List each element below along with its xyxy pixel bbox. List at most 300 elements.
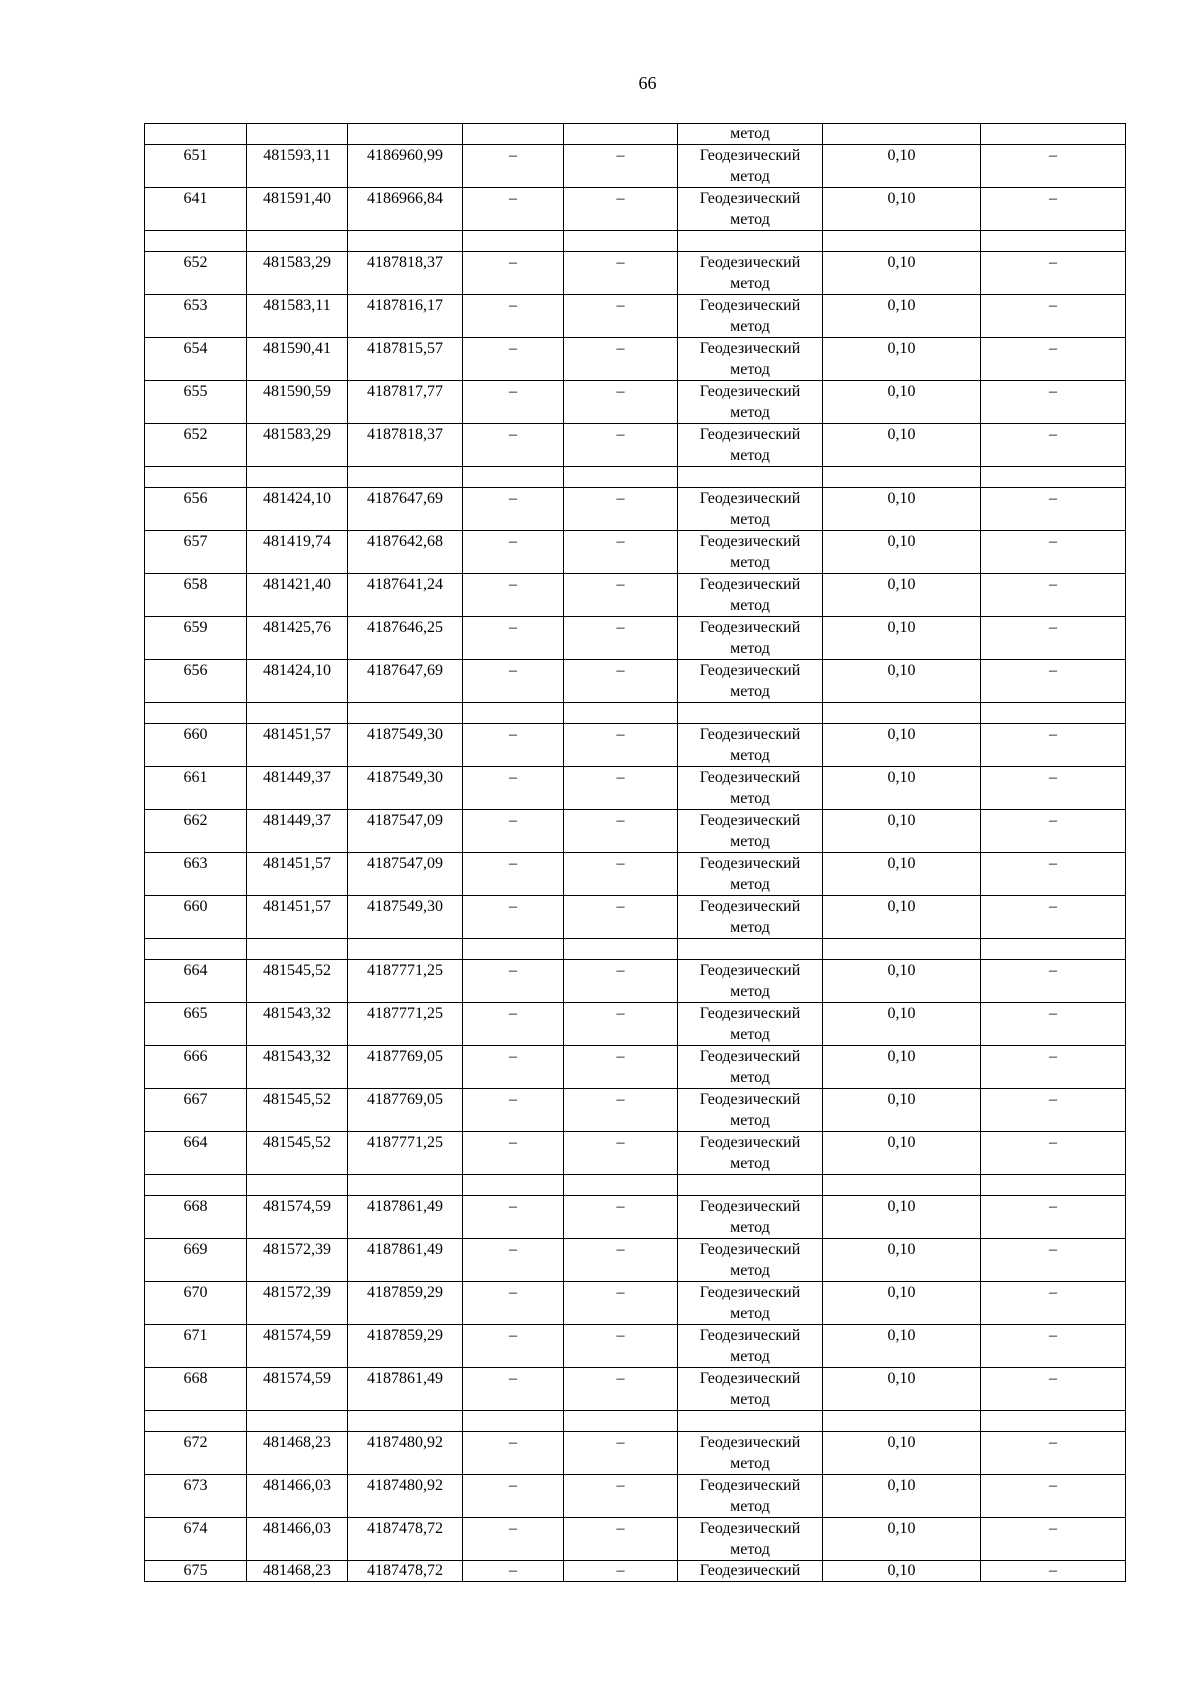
method-line-2: метод xyxy=(730,275,770,292)
cell-col8: – xyxy=(981,381,1126,424)
cell-point: 659 xyxy=(145,617,247,660)
method-line-2: метод xyxy=(730,1219,770,1236)
cell-accuracy: 0,10 xyxy=(823,424,981,467)
cell-col4: – xyxy=(463,252,564,295)
table-row xyxy=(145,1518,1126,1561)
cell-col5: – xyxy=(564,1196,678,1239)
cell-method xyxy=(678,145,823,188)
table-row xyxy=(145,1325,1126,1368)
cell-accuracy: 0,10 xyxy=(823,1561,981,1582)
cell-empty xyxy=(348,231,463,252)
cell-accuracy: 0,10 xyxy=(823,853,981,896)
cell-col4: – xyxy=(463,617,564,660)
cell-col8: – xyxy=(981,1432,1126,1475)
table-row-separator xyxy=(145,467,1126,488)
table-row xyxy=(145,660,1126,703)
cell-empty xyxy=(564,703,678,724)
cell-accuracy: 0,10 xyxy=(823,338,981,381)
cell-point: 641 xyxy=(145,188,247,231)
cell-method xyxy=(678,188,823,231)
method-line-1: Геодезический xyxy=(699,254,801,271)
cell-x: 481545,52 xyxy=(247,1132,348,1175)
cell-col5: – xyxy=(564,1282,678,1325)
cell-empty xyxy=(564,939,678,960)
cell-x: 481545,52 xyxy=(247,960,348,1003)
cell-col4: – xyxy=(463,574,564,617)
cell-accuracy: 0,10 xyxy=(823,1325,981,1368)
method-line-2: метод xyxy=(730,747,770,764)
method-line-2: метод xyxy=(730,1112,770,1129)
cell-empty xyxy=(463,467,564,488)
cell-y: 4187771,25 xyxy=(348,1132,463,1175)
table-row xyxy=(145,724,1126,767)
cell-point: 657 xyxy=(145,531,247,574)
method-line-1: Геодезический xyxy=(699,1241,801,1258)
method-line-2: метод xyxy=(730,683,770,700)
cell-col5 xyxy=(564,124,678,145)
table-row xyxy=(145,1368,1126,1411)
cell-method xyxy=(678,810,823,853)
cell-col8: – xyxy=(981,960,1126,1003)
cell-empty xyxy=(981,231,1126,252)
cell-accuracy: 0,10 xyxy=(823,1518,981,1561)
cell-col4 xyxy=(463,124,564,145)
cell-method xyxy=(678,338,823,381)
cell-accuracy: 0,10 xyxy=(823,896,981,939)
table-row xyxy=(145,424,1126,467)
cell-x: 481543,32 xyxy=(247,1046,348,1089)
cell-empty xyxy=(145,1411,247,1432)
cell-empty xyxy=(247,467,348,488)
cell-method xyxy=(678,1132,823,1175)
cell-point: 652 xyxy=(145,424,247,467)
table-row xyxy=(145,252,1126,295)
cell-col8 xyxy=(981,124,1126,145)
cell-point: 667 xyxy=(145,1089,247,1132)
cell-col4: – xyxy=(463,724,564,767)
cell-col5: – xyxy=(564,424,678,467)
method-line-1: Геодезический xyxy=(699,1434,801,1451)
cell-col5: – xyxy=(564,295,678,338)
cell-accuracy: 0,10 xyxy=(823,252,981,295)
cell-x: 481574,59 xyxy=(247,1368,348,1411)
cell-x: 481421,40 xyxy=(247,574,348,617)
cell-empty xyxy=(463,703,564,724)
table-row xyxy=(145,896,1126,939)
cell-x: 481593,11 xyxy=(247,145,348,188)
method-line-1: Геодезический xyxy=(699,576,801,593)
cell-col4: – xyxy=(463,1475,564,1518)
table-row-separator xyxy=(145,939,1126,960)
cell-y: 4187769,05 xyxy=(348,1046,463,1089)
cell-point: 671 xyxy=(145,1325,247,1368)
cell-point: 660 xyxy=(145,896,247,939)
cell-col5: – xyxy=(564,767,678,810)
method-line-1: Геодезический xyxy=(699,962,801,979)
cell-empty xyxy=(564,1175,678,1196)
method-line-2: метод xyxy=(730,361,770,378)
cell-method xyxy=(678,1196,823,1239)
cell-empty xyxy=(145,231,247,252)
cell-empty xyxy=(678,231,823,252)
cell-x: 481574,59 xyxy=(247,1196,348,1239)
cell-col5: – xyxy=(564,617,678,660)
method-line-2: метод xyxy=(730,447,770,464)
method-line-2: метод xyxy=(730,1026,770,1043)
cell-accuracy: 0,10 xyxy=(823,188,981,231)
method-line-2: метод xyxy=(730,1391,770,1408)
table-body xyxy=(145,124,1126,1582)
table-row xyxy=(145,1132,1126,1175)
cell-accuracy: 0,10 xyxy=(823,1368,981,1411)
table-row xyxy=(145,1089,1126,1132)
cell-accuracy: 0,10 xyxy=(823,488,981,531)
cell-x: 481466,03 xyxy=(247,1518,348,1561)
table-row xyxy=(145,145,1126,188)
cell-col8: – xyxy=(981,767,1126,810)
table-row xyxy=(145,1196,1126,1239)
table-row-continuation xyxy=(145,124,1126,145)
cell-empty xyxy=(247,1175,348,1196)
cell-empty xyxy=(145,703,247,724)
table-row-separator xyxy=(145,1175,1126,1196)
cell-y: 4187480,92 xyxy=(348,1432,463,1475)
cell-y: 4187549,30 xyxy=(348,767,463,810)
table-row xyxy=(145,531,1126,574)
method-line-1: Геодезический xyxy=(699,190,801,207)
method-line-2: метод xyxy=(730,640,770,657)
cell-col4: – xyxy=(463,960,564,1003)
cell-method xyxy=(678,767,823,810)
cell-point: 663 xyxy=(145,853,247,896)
cell-col5: – xyxy=(564,1475,678,1518)
cell-x: 481466,03 xyxy=(247,1475,348,1518)
cell-method xyxy=(678,724,823,767)
cell-point: 665 xyxy=(145,1003,247,1046)
cell-point: 674 xyxy=(145,1518,247,1561)
cell-point: 664 xyxy=(145,960,247,1003)
cell-col8: – xyxy=(981,810,1126,853)
cell-method xyxy=(678,1239,823,1282)
cell-method xyxy=(678,381,823,424)
cell-x: 481574,59 xyxy=(247,1325,348,1368)
cell-method xyxy=(678,531,823,574)
cell-col4: – xyxy=(463,295,564,338)
cell-x: 481543,32 xyxy=(247,1003,348,1046)
method-line-2: метод xyxy=(730,1498,770,1515)
cell-empty xyxy=(247,703,348,724)
table-row xyxy=(145,574,1126,617)
method-line-1: Геодезический xyxy=(699,1005,801,1022)
cell-col5: – xyxy=(564,1561,678,1582)
method-line-1: Геодезический xyxy=(699,619,801,636)
table-row xyxy=(145,1046,1126,1089)
cell-empty xyxy=(823,1411,981,1432)
cell-empty xyxy=(678,1175,823,1196)
cell-y: 4187769,05 xyxy=(348,1089,463,1132)
cell-empty xyxy=(981,1411,1126,1432)
cell-col5: – xyxy=(564,660,678,703)
cell-y: 4187647,69 xyxy=(348,488,463,531)
cell-method xyxy=(678,295,823,338)
table-row xyxy=(145,960,1126,1003)
cell-empty xyxy=(981,1175,1126,1196)
cell-col5: – xyxy=(564,574,678,617)
cell-col8: – xyxy=(981,1003,1126,1046)
cell-y xyxy=(348,124,463,145)
method-line-2: метод xyxy=(730,1069,770,1086)
cell-col8: – xyxy=(981,295,1126,338)
cell-empty xyxy=(463,1411,564,1432)
cell-method xyxy=(678,1089,823,1132)
cell-y: 4187861,49 xyxy=(348,1196,463,1239)
cell-x: 481583,11 xyxy=(247,295,348,338)
method-line-1: Геодезический xyxy=(699,1370,801,1387)
cell-col4: – xyxy=(463,1132,564,1175)
cell-accuracy: 0,10 xyxy=(823,1196,981,1239)
cell-x: 481545,52 xyxy=(247,1089,348,1132)
method-line-2: метод xyxy=(730,833,770,850)
cell-x: 481591,40 xyxy=(247,188,348,231)
cell-accuracy: 0,10 xyxy=(823,381,981,424)
cell-empty xyxy=(981,703,1126,724)
method-line-2: метод xyxy=(730,1305,770,1322)
method-line-1: Геодезический xyxy=(699,383,801,400)
cell-method xyxy=(678,1475,823,1518)
method-line-2: метод xyxy=(730,404,770,421)
cell-point: 656 xyxy=(145,660,247,703)
cell-col5: – xyxy=(564,531,678,574)
cell-empty xyxy=(348,1411,463,1432)
method-line-2: метод xyxy=(730,1455,770,1472)
cell-method: метод xyxy=(678,124,823,145)
method-line-1: Геодезический xyxy=(699,898,801,915)
table-row xyxy=(145,1239,1126,1282)
cell-empty xyxy=(981,467,1126,488)
cell-col8: – xyxy=(981,1282,1126,1325)
table-row xyxy=(145,617,1126,660)
cell-accuracy: 0,10 xyxy=(823,295,981,338)
cell-col8: – xyxy=(981,896,1126,939)
cell-empty xyxy=(247,1411,348,1432)
cell-empty xyxy=(678,1411,823,1432)
cell-point: 670 xyxy=(145,1282,247,1325)
cell-empty xyxy=(823,231,981,252)
cell-empty xyxy=(145,1175,247,1196)
cell-y: 4187480,92 xyxy=(348,1475,463,1518)
cell-col8: – xyxy=(981,1089,1126,1132)
cell-col8: – xyxy=(981,1368,1126,1411)
method-line-2: метод xyxy=(730,1262,770,1279)
cell-empty xyxy=(678,939,823,960)
cell-col4: – xyxy=(463,338,564,381)
method-line-1: Геодезический xyxy=(699,1477,801,1494)
method-line-2: метод xyxy=(730,1541,770,1558)
cell-col4: – xyxy=(463,1089,564,1132)
cell-x: 481468,23 xyxy=(247,1432,348,1475)
cell-col4: – xyxy=(463,188,564,231)
cell-y: 4186966,84 xyxy=(348,188,463,231)
cell-col4: – xyxy=(463,1518,564,1561)
cell-col8: – xyxy=(981,1518,1126,1561)
cell-empty xyxy=(823,703,981,724)
cell-empty xyxy=(564,467,678,488)
method-line-1: Геодезический xyxy=(699,1091,801,1108)
cell-accuracy: 0,10 xyxy=(823,531,981,574)
table-row xyxy=(145,767,1126,810)
cell-method xyxy=(678,1003,823,1046)
cell-col8: – xyxy=(981,424,1126,467)
cell-x: 481449,37 xyxy=(247,810,348,853)
cell-method xyxy=(678,617,823,660)
cell-x: 481583,29 xyxy=(247,252,348,295)
method-line-1: Геодезический xyxy=(699,662,801,679)
cell-y: 4187818,37 xyxy=(348,424,463,467)
cell-x: 481583,29 xyxy=(247,424,348,467)
cell-y: 4187859,29 xyxy=(348,1282,463,1325)
cell-col8: – xyxy=(981,1475,1126,1518)
cell-point: 655 xyxy=(145,381,247,424)
cell-accuracy: 0,10 xyxy=(823,767,981,810)
table-row-separator xyxy=(145,1411,1126,1432)
method-line-2: метод xyxy=(730,597,770,614)
cell-empty xyxy=(348,467,463,488)
cell-col4: – xyxy=(463,1196,564,1239)
cell-col8: – xyxy=(981,1046,1126,1089)
table-row xyxy=(145,381,1126,424)
cell-point: 651 xyxy=(145,145,247,188)
cell-method xyxy=(678,960,823,1003)
cell-method xyxy=(678,488,823,531)
method-line-1: Геодезический xyxy=(699,1562,801,1579)
cell-x: 481419,74 xyxy=(247,531,348,574)
cell-col8: – xyxy=(981,617,1126,660)
method-line-1: Геодезический xyxy=(699,297,801,314)
cell-method xyxy=(678,1325,823,1368)
cell-point: 662 xyxy=(145,810,247,853)
cell-empty xyxy=(823,1175,981,1196)
cell-col5: – xyxy=(564,960,678,1003)
method-line-1: Геодезический xyxy=(699,769,801,786)
cell-point: 668 xyxy=(145,1368,247,1411)
cell-point: 661 xyxy=(145,767,247,810)
cell-accuracy: 0,10 xyxy=(823,1132,981,1175)
cell-accuracy: 0,10 xyxy=(823,145,981,188)
cell-point: 669 xyxy=(145,1239,247,1282)
cell-col4: – xyxy=(463,1368,564,1411)
cell-method xyxy=(678,574,823,617)
cell-accuracy: 0,10 xyxy=(823,1089,981,1132)
cell-method xyxy=(678,660,823,703)
cell-empty xyxy=(823,939,981,960)
method-line-1: Геодезический xyxy=(699,726,801,743)
cell-col4: – xyxy=(463,424,564,467)
table-row xyxy=(145,295,1126,338)
cell-col4: – xyxy=(463,1325,564,1368)
cell-point: 658 xyxy=(145,574,247,617)
cell-empty xyxy=(463,939,564,960)
table-row xyxy=(145,488,1126,531)
cell-col8: – xyxy=(981,531,1126,574)
cell-x: 481449,37 xyxy=(247,767,348,810)
cell-method xyxy=(678,1046,823,1089)
cell-y: 4187817,77 xyxy=(348,381,463,424)
cell-col8: – xyxy=(981,338,1126,381)
cell-method xyxy=(678,853,823,896)
cell-col4: – xyxy=(463,1561,564,1582)
method-line-1: Геодезический xyxy=(699,490,801,507)
cell-y: 4187549,30 xyxy=(348,896,463,939)
method-line-2: метод xyxy=(730,318,770,335)
cell-col8: – xyxy=(981,488,1126,531)
cell-col8: – xyxy=(981,1325,1126,1368)
table-row-separator xyxy=(145,231,1126,252)
cell-method xyxy=(678,1518,823,1561)
cell-empty xyxy=(348,939,463,960)
cell-accuracy: 0,10 xyxy=(823,1003,981,1046)
cell-col5: – xyxy=(564,1089,678,1132)
cell-col4: – xyxy=(463,660,564,703)
cell-empty xyxy=(247,939,348,960)
cell-accuracy: 0,10 xyxy=(823,810,981,853)
cell-empty xyxy=(678,467,823,488)
method-line-2: метод xyxy=(730,790,770,807)
cell-point: 660 xyxy=(145,724,247,767)
cell-col8: – xyxy=(981,188,1126,231)
cell-empty xyxy=(564,231,678,252)
method-line-1: Геодезический xyxy=(699,1327,801,1344)
cell-empty xyxy=(348,703,463,724)
cell-col8: – xyxy=(981,853,1126,896)
cell-point: 672 xyxy=(145,1432,247,1475)
cell-method xyxy=(678,1282,823,1325)
cell-x: 481451,57 xyxy=(247,853,348,896)
cell-empty xyxy=(678,703,823,724)
cell-col4: – xyxy=(463,896,564,939)
cell-x xyxy=(247,124,348,145)
cell-point: 654 xyxy=(145,338,247,381)
cell-x: 481572,39 xyxy=(247,1239,348,1282)
cell-col5: – xyxy=(564,810,678,853)
cell-y: 4187861,49 xyxy=(348,1239,463,1282)
method-line-1: Геодезический xyxy=(699,426,801,443)
cell-empty xyxy=(463,231,564,252)
cell-accuracy: 0,10 xyxy=(823,660,981,703)
table-row xyxy=(145,1561,1126,1582)
method-line-2: метод xyxy=(730,983,770,1000)
cell-empty xyxy=(823,467,981,488)
cell-method xyxy=(678,1432,823,1475)
cell-col8: – xyxy=(981,1196,1126,1239)
cell-col8: – xyxy=(981,574,1126,617)
cell-accuracy: 0,10 xyxy=(823,617,981,660)
cell-col4: – xyxy=(463,810,564,853)
cell-empty xyxy=(463,1175,564,1196)
method-line-1: Геодезический xyxy=(699,1284,801,1301)
cell-method xyxy=(678,252,823,295)
table-row xyxy=(145,1282,1126,1325)
cell-point xyxy=(145,124,247,145)
cell-method xyxy=(678,1368,823,1411)
cell-col8: – xyxy=(981,724,1126,767)
method-line-2: метод xyxy=(730,168,770,185)
cell-col4: – xyxy=(463,1282,564,1325)
cell-col8: – xyxy=(981,1561,1126,1582)
cell-y: 4187859,29 xyxy=(348,1325,463,1368)
cell-col8: – xyxy=(981,1239,1126,1282)
cell-y: 4187547,09 xyxy=(348,810,463,853)
cell-y: 4187549,30 xyxy=(348,724,463,767)
